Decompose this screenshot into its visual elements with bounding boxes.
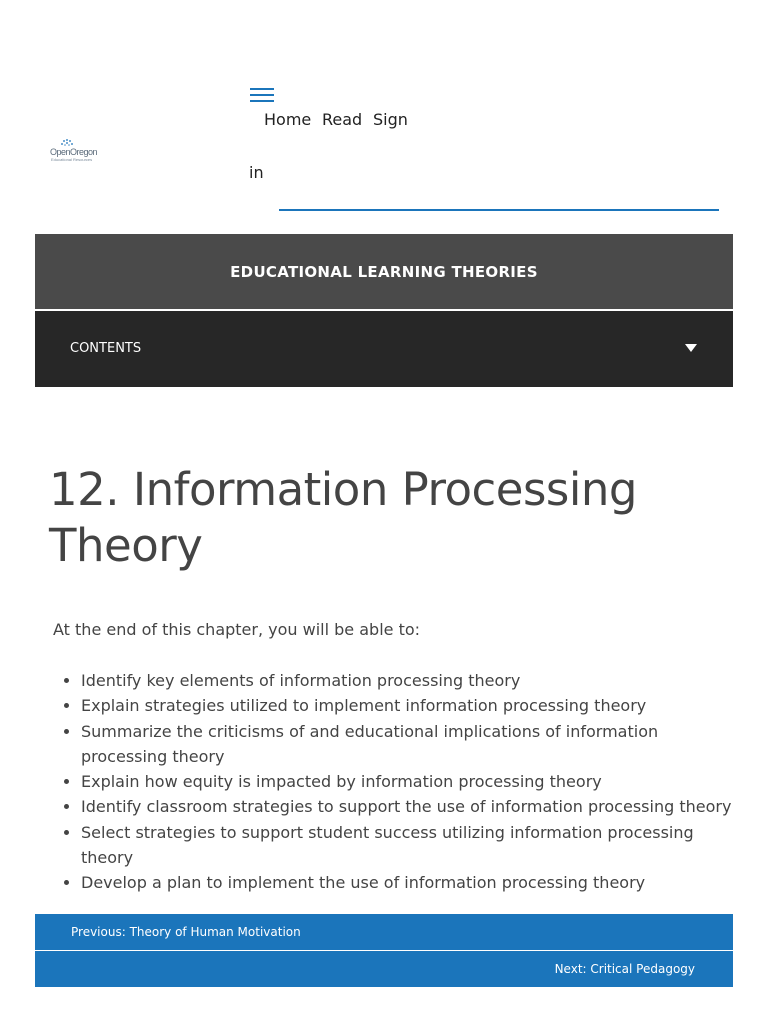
chapter-intro: At the end of this chapter, you will be able to: [53,620,421,639]
nav-read-link[interactable]: Read [322,110,363,129]
logo-subtitle: Educational Resources [51,157,93,162]
nav-home-link[interactable]: Home [264,110,312,129]
menu-icon[interactable] [250,88,274,106]
previous-chapter-button[interactable] [35,914,733,950]
header-divider [279,209,719,211]
learning-objectives-list [53,668,741,896]
objective-item: • Explain strategies utilized to implement information processing theory [81,693,741,718]
contents-dropdown[interactable] [35,311,733,387]
objective-item: • Develop a plan to implement the use of information processing theory [81,870,741,895]
next-chapter-label: Next: Critical Pedagogy [554,962,695,976]
objective-item: • Identify key elements of information processing theory [81,668,741,693]
objective-item: • Identify classroom strategies to support the use of information processing theory [81,794,741,819]
contents-label: CONTENTS [70,341,142,356]
chapter-title: 12. Information Processing Theory [49,463,637,572]
objective-item: • Summarize the criticisms of and educational implications of information processing theory [81,719,741,770]
previous-chapter-label: Previous: Theory of Human Motivation [71,925,301,939]
nav-sign-in-link[interactable]: Sign [373,110,408,129]
objective-item: • Explain how equity is impacted by information processing theory [81,769,741,794]
logo-name: OpenOregon [50,147,98,157]
objective-item: • Select strategies to support student success utilizing information processing theory [81,820,741,871]
nav-sign-in-link-continued[interactable]: in [249,163,264,182]
book-title: EDUCATIONAL LEARNING THEORIES [230,262,538,281]
caret-down-icon [685,344,697,352]
book-title-banner[interactable] [35,234,733,309]
openoregon-logo[interactable] [50,138,110,166]
next-chapter-button[interactable] [35,951,733,987]
